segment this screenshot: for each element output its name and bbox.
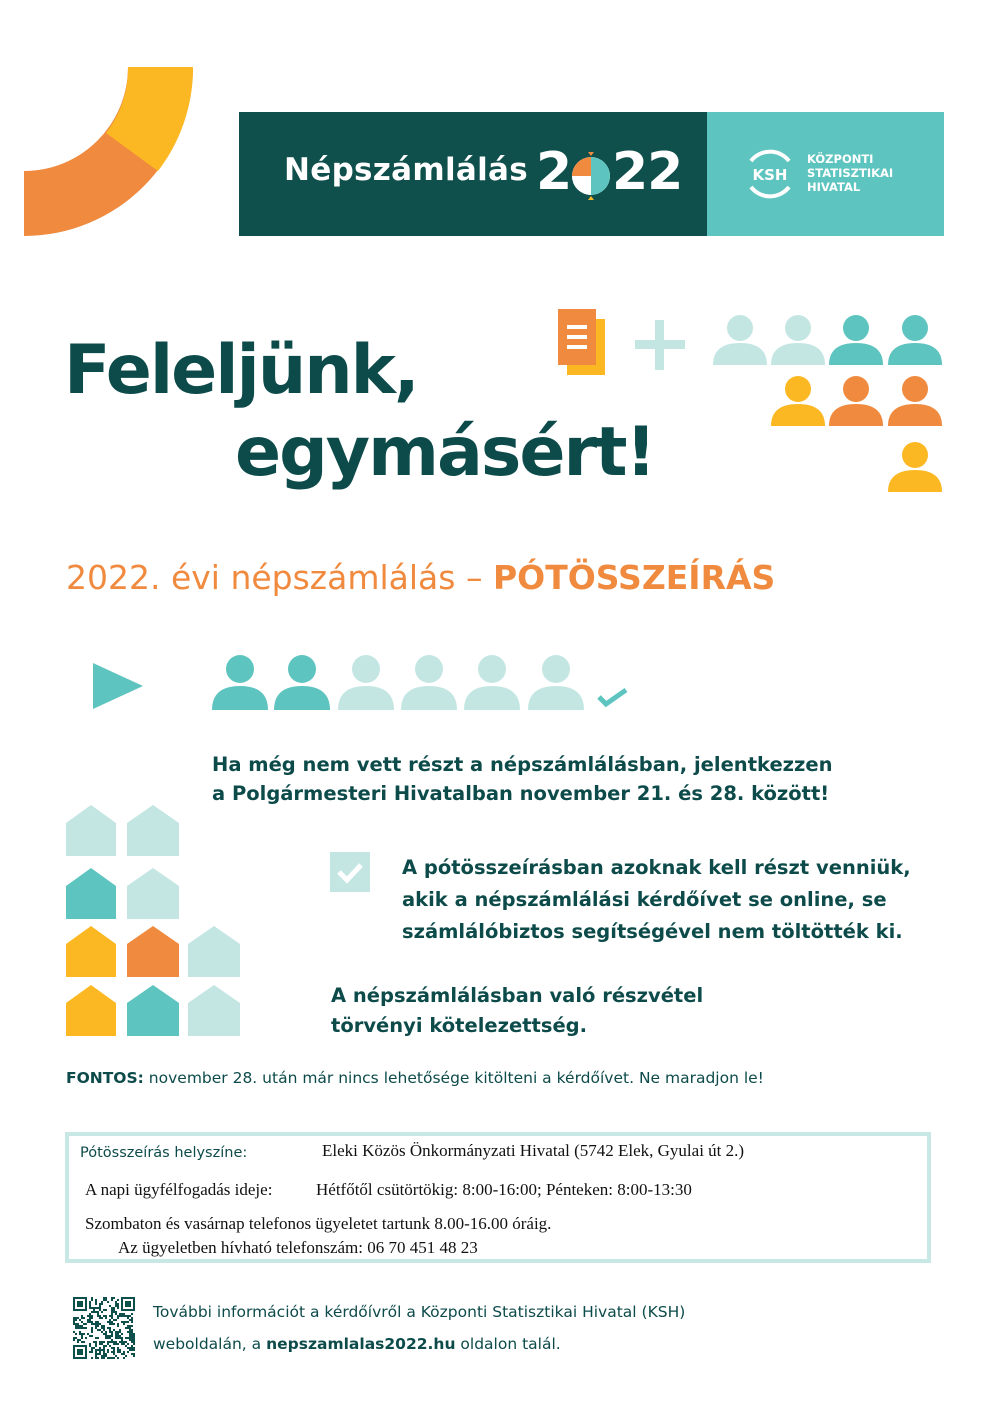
duty-phone-text: Az ügyeletben hívható telefonszám: 06 70 451 48 23 (118, 1238, 478, 1257)
house-icon (127, 805, 179, 856)
census-banner (239, 112, 707, 236)
obligation-line: törvényi kötelezettség. (331, 1014, 588, 1037)
house-icon (127, 926, 179, 977)
important-notice (66, 1069, 764, 1087)
banner-title: Népszámlálás (284, 152, 529, 188)
headline-line-1: Feleljünk, (64, 331, 418, 410)
footer-line: További információt a kérdőívről a Központi Statisztikai Hivatal (KSH) (153, 1303, 686, 1321)
footer-prefix: weboldalán, a (153, 1335, 262, 1353)
venue-label: Pótösszeírás helyszíne: (80, 1145, 248, 1161)
venue-value: Eleki Közös Önkormányzati Hivatal (5742 Elek, Gyulai út 2.) (322, 1141, 745, 1160)
subtitle-emphasis: PÓTÖSSZEÍRÁS (492, 558, 776, 597)
house-icon (66, 805, 116, 856)
ksh-logo-icon (741, 149, 799, 199)
person-icons (212, 655, 584, 710)
house-icon (66, 926, 116, 977)
progress-illustration (90, 650, 640, 715)
corner-arc-decoration (0, 0, 200, 240)
house-icon (66, 868, 116, 919)
call-to-action (212, 750, 833, 808)
call-to-action-line: a Polgármesteri Hivatalban november 21. és 28. között! (212, 782, 830, 805)
hours-value: Hétfőtől csütörtökig: 8:00-16:00; Pénteken: 8:00-13:30 (316, 1180, 692, 1199)
obligation-line: A népszámlálásban való részvétel (331, 984, 704, 1007)
ksh-name-line: HIVATAL (807, 180, 861, 194)
important-label: FONTOS: (66, 1069, 144, 1087)
play-icon (93, 663, 143, 709)
year-rest: 22 (612, 142, 683, 202)
obligation-text (331, 981, 703, 1041)
ksh-name-line: STATISZTIKAI (807, 166, 894, 180)
hours-label: A napi ügyfélfogadás ideje: (85, 1180, 273, 1199)
eligibility-line: akik a népszámlálási kérdőívet se online, se (402, 888, 887, 911)
eligibility-line: A pótösszeírásban azoknak kell részt venniük, (402, 856, 911, 879)
call-to-action-line: Ha még nem vett részt a népszámlálásban, jelentkezzen (212, 753, 833, 776)
footer-info (153, 1296, 685, 1360)
person-icons (713, 315, 942, 492)
year-first-digit: 2 (536, 142, 572, 202)
ksh-full-name (807, 152, 893, 194)
checkbox-icon (330, 852, 370, 892)
houses-illustration (64, 805, 244, 1037)
subtitle (66, 558, 775, 597)
house-icon (127, 985, 179, 1036)
website-link[interactable]: nepszamlalas2022.hu (266, 1335, 456, 1353)
important-text: november 28. után már nincs lehetősége kitölteni a kérdőívet. Ne maradjon le! (148, 1069, 764, 1087)
ksh-abbr: KSH (752, 166, 788, 184)
footer-suffix: oldalon talál. (460, 1335, 561, 1353)
ksh-name-line: KÖZPONTI (807, 152, 874, 166)
house-icon (188, 985, 240, 1036)
eligibility-line: számlálóbiztos segítségével nem töltötték ki. (402, 920, 903, 943)
subtitle-prefix: 2022. évi népszámlálás – (66, 558, 483, 597)
census-clock-icon (569, 150, 613, 202)
headline (64, 330, 655, 494)
qr-code (73, 1297, 135, 1359)
check-icon (599, 690, 626, 704)
headline-line-2: egymásért! (235, 413, 655, 492)
house-icon (188, 926, 240, 977)
eligibility-text (402, 852, 911, 948)
house-icon (66, 985, 116, 1036)
ksh-logo-panel (707, 112, 944, 236)
footer-line (153, 1328, 685, 1360)
weekend-duty-text: Szombaton és vasárnap telefonos ügyeletet tartunk 8.00-16.00 óráig. (85, 1214, 552, 1233)
house-icon (127, 868, 179, 919)
